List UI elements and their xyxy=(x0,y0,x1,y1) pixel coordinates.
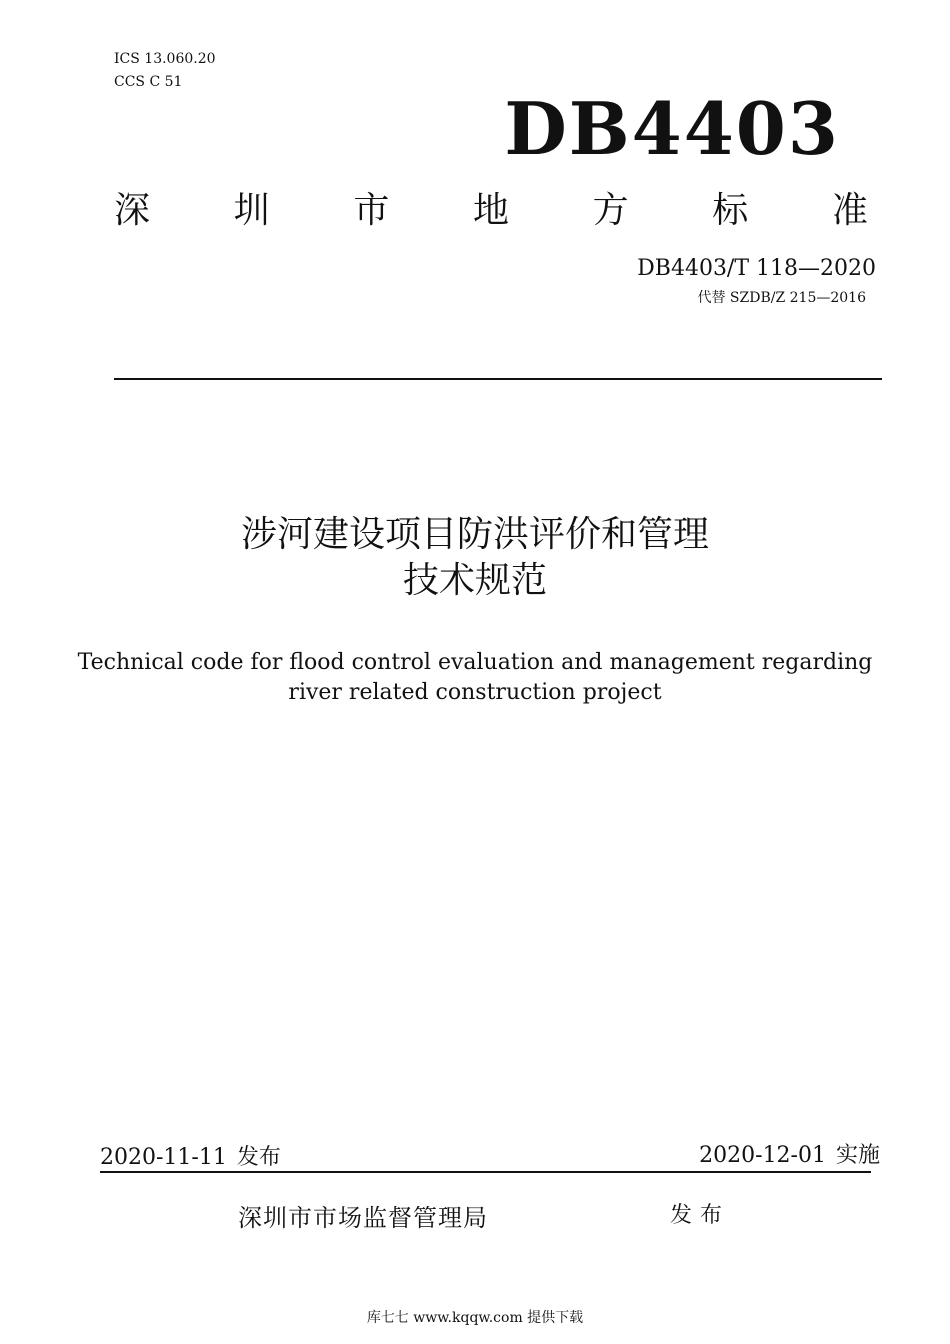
standard-type-char: 市 xyxy=(353,190,390,231)
standard-type-char: 圳 xyxy=(233,190,270,231)
bottom-divider xyxy=(100,1171,871,1173)
standard-number: DB4403/T 118—2020 xyxy=(637,256,876,281)
standard-type-char: 方 xyxy=(592,190,629,231)
chinese-title xyxy=(0,512,950,604)
standard-type-char: 地 xyxy=(472,190,509,231)
standard-type-char: 标 xyxy=(712,190,749,231)
issuer-label: 发布 xyxy=(670,1203,731,1228)
standard-type-char: 准 xyxy=(831,190,868,231)
publish-date-label: 发布 xyxy=(236,1145,281,1170)
english-title xyxy=(0,648,950,708)
ccs-code: CCS C 51 xyxy=(114,74,183,90)
chinese-title-line: 涉河建设项目防洪评价和管理 xyxy=(240,514,709,555)
replaces-note: 代替 SZDB/Z 215—2016 xyxy=(697,290,866,306)
implement-date-value: 2020-12-01 xyxy=(699,1143,826,1168)
top-divider xyxy=(114,378,882,380)
chinese-title-line: 技术规范 xyxy=(402,560,547,601)
standard-type-char: 深 xyxy=(114,190,151,231)
standard-type xyxy=(114,182,868,233)
english-title-line: Technical code for flood control evaluation and management regarding xyxy=(77,650,873,675)
implement-date-label: 实施 xyxy=(835,1143,880,1168)
publish-date-value: 2020-11-11 xyxy=(100,1145,227,1170)
issuer-name: 深圳市市场监督管理局 xyxy=(238,1204,488,1232)
download-footer: 库七七 www.kqqw.com 提供下载 xyxy=(366,1310,584,1326)
english-title-line: river related construction project xyxy=(288,680,662,705)
implement-date xyxy=(699,1138,880,1169)
publish-date xyxy=(100,1140,281,1171)
ics-code: ICS 13.060.20 xyxy=(114,51,216,67)
standard-logo: DB4403 xyxy=(504,86,840,171)
